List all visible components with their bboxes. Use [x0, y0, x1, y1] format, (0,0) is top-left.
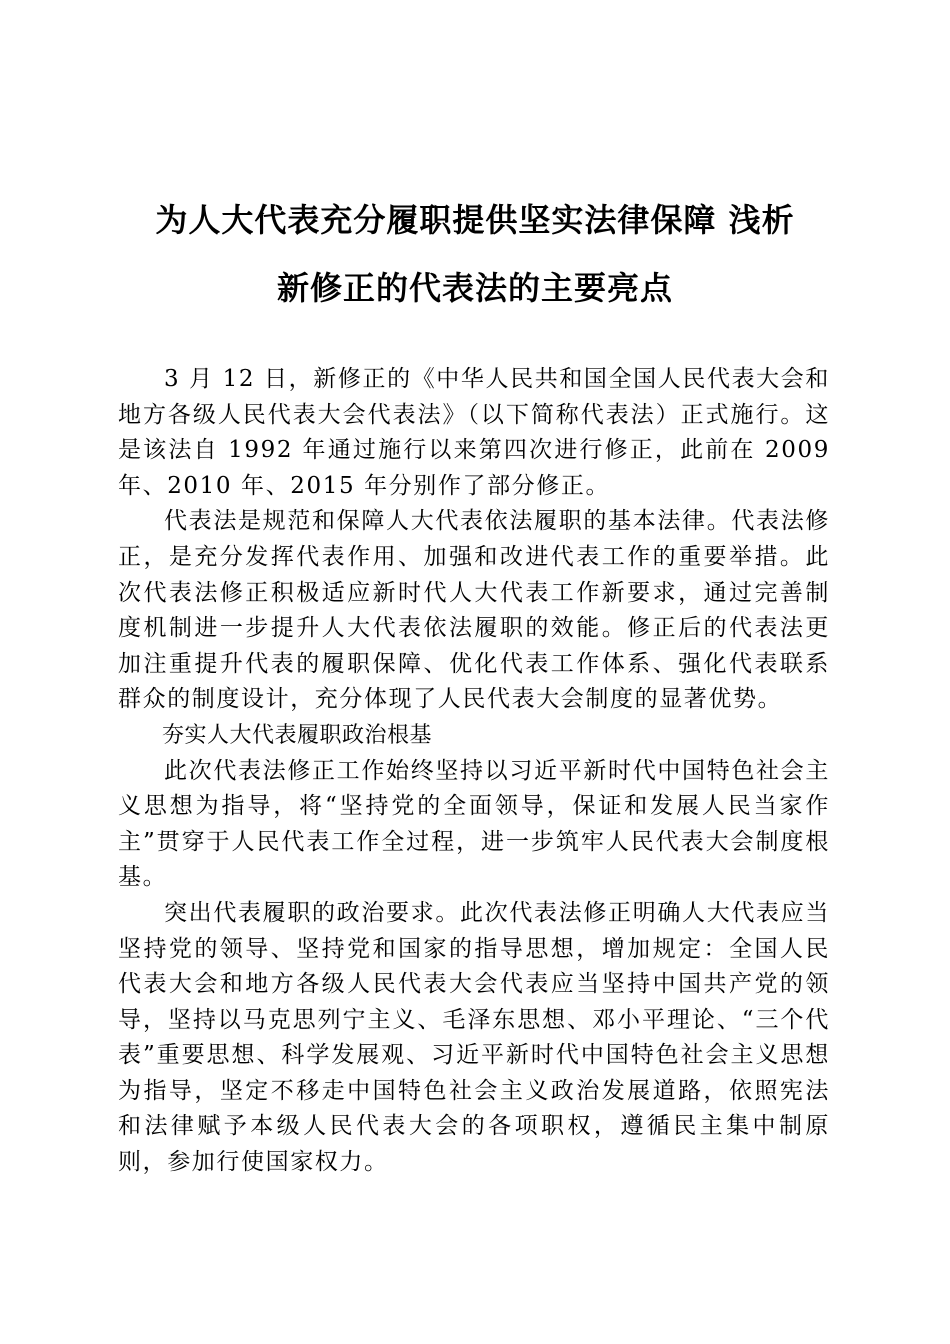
intro-paragraph-1: 3 月 12 日，新修正的《中华人民共和国全国人民代表大会和地方各级人民代表大会代表法》（以下简称代表法）正式施行。这是该法自 1992 年通过施行以来第四次进行修正，此前在 2009 年、2010 年、2015 年分别作了部分修正。 — [118, 366, 830, 499]
section-paragraph-1: 此次代表法修正工作始终坚持以习近平新时代中国特色社会主义思想为指导，将“坚持党的全面领导，保证和发展人民当家作主”贯穿于人民代表工作全过程，进一步筑牢人民代表大会制度根基。 — [118, 757, 830, 891]
section-paragraph-2: 突出代表履职的政治要求。此次代表法修正明确人大代表应当坚持党的领导、坚持党和国家的指导思想，增加规定：全国人民代表大会和地方各级人民代表大会代表应当坚持中国共产党的领导，坚持以马克思列宁主义、毛泽东思想、邓小平理论、“三个代表”重要思想、科学发展观、习近平新时代中国特色社会主义思想为指导，坚定不移走中国特色社会主义政治发展道路，依照宪法和法律赋予本级人民代表大会的各项职权，遵循民主集中制原则，参加行使国家权力。 — [118, 899, 830, 1176]
intro-paragraph-2: 代表法是规范和保障人大代表依法履职的基本法律。代表法修正，是充分发挥代表作用、加强和改进代表工作的重要举措。此次代表法修正积极适应新时代人大代表工作新要求，通过完善制度机制进一步提升人大代表依法履职的效能。修正后的代表法更加注重提升代表的履职保障、优化代表工作体系、强化代表联系群众的制度设计，充分体现了人民代表大会制度的显著优势。 — [118, 508, 830, 713]
document-body — [118, 362, 830, 1181]
document-title-line-1: 为人大代表充分履职提供坚实法律保障 浅析 — [155, 201, 795, 239]
document-title-line-2: 新修正的代表法的主要亮点 — [276, 269, 673, 307]
section-heading: 夯实人大代表履职政治根基 — [162, 722, 433, 748]
